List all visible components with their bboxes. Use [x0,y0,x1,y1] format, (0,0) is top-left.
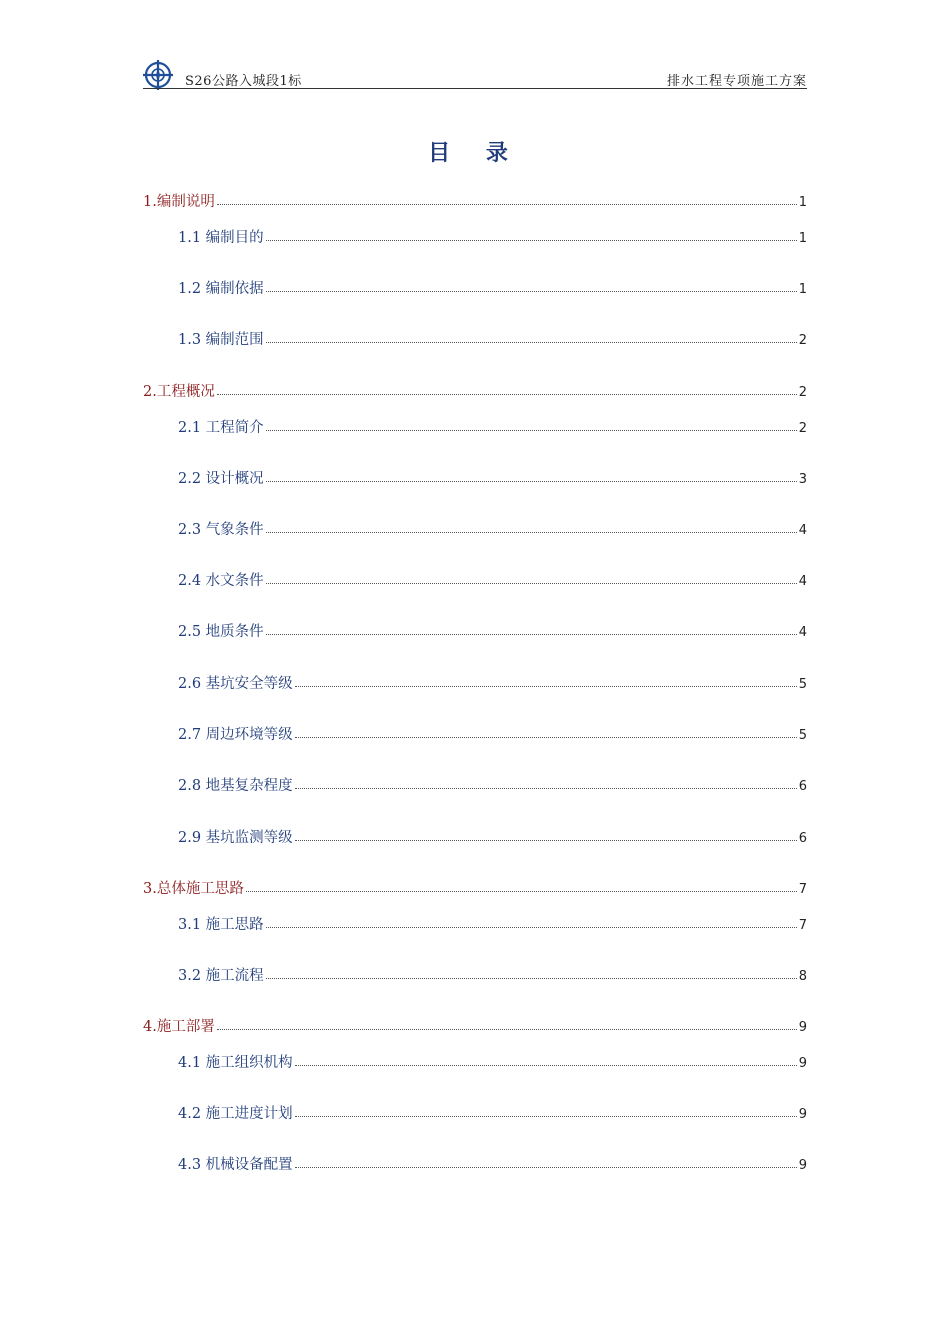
company-logo-icon [143,60,173,90]
header-divider [143,88,807,89]
toc-leader-dots [266,927,797,928]
toc-entry-label: 2.7 周边环境等级 [178,727,293,743]
toc-leader-dots [266,978,797,979]
toc-entry-label: 3.1 施工思路 [178,917,264,933]
toc-page-number: 2 [798,333,807,348]
toc-entry-label: 3.2 施工流程 [178,968,264,984]
page-header [143,60,807,90]
toc-entry-3-2[interactable] [178,964,807,984]
toc-page-number: 1 [798,282,807,297]
toc-leader-dots [295,737,797,738]
toc-entry-2[interactable] [143,380,807,400]
toc-leader-dots [295,1167,797,1168]
toc-entry-4-2[interactable] [178,1102,807,1122]
toc-entry-4-3[interactable] [178,1153,807,1173]
toc-entry-2-9[interactable] [178,826,807,846]
toc-entry-label: 1.2 编制依据 [178,281,264,297]
toc-leader-dots [266,583,797,584]
toc-page-number: 3 [798,472,807,487]
toc-entry-label: 4.2 施工进度计划 [178,1106,293,1122]
toc-entry-2-6[interactable] [178,672,807,692]
toc-entry-label: 4.3 机械设备配置 [178,1157,293,1173]
toc-leader-dots [246,891,797,892]
toc-leader-dots [266,342,797,343]
toc-entry-label: 2.2 设计概况 [178,471,264,487]
toc-entry-2-5[interactable] [178,620,807,640]
toc-page-number: 6 [798,779,807,794]
toc-entry-label: 1.3 编制范围 [178,332,264,348]
toc-page-number: 4 [798,523,807,538]
toc-page-number: 2 [798,385,807,400]
toc-entry-2-8[interactable] [178,774,807,794]
toc-entry-1-3[interactable] [178,328,807,348]
toc-leader-dots [295,788,797,789]
toc-leader-dots [217,204,797,205]
header-project-title: S26公路入城段1标 [185,74,302,89]
toc-page-number: 4 [798,574,807,589]
toc-entry-label: 2.5 地质条件 [178,624,264,640]
toc-leader-dots [266,634,797,635]
toc-entry-4-1[interactable] [178,1051,807,1071]
toc-page-number: 6 [798,831,807,846]
toc-entry-label: 1.1 编制目的 [178,230,264,246]
toc-page-number: 4 [798,625,807,640]
toc-leader-dots [217,1029,797,1030]
toc-page-number: 2 [798,421,807,436]
toc-page-number: 5 [798,728,807,743]
toc-entry-label: 2.6 基坑安全等级 [178,676,293,692]
toc-leader-dots [266,291,797,292]
toc-entry-3-1[interactable] [178,913,807,933]
toc-entry-2-1[interactable] [178,416,807,436]
toc-page-number: 8 [798,969,807,984]
toc-entry-label: 2.1 工程简介 [178,420,264,436]
header-document-title: 排水工程专项施工方案 [666,74,807,89]
toc-leader-dots [295,840,797,841]
toc-entry-label: 3.总体施工思路 [143,881,244,897]
toc-entry-1-1[interactable] [178,226,807,246]
toc-page-number: 9 [798,1107,807,1122]
toc-entry-2-7[interactable] [178,723,807,743]
toc-page-number: 9 [798,1056,807,1071]
toc-leader-dots [266,481,797,482]
toc-leader-dots [217,394,797,395]
toc-page-number: 9 [798,1020,807,1035]
toc-leader-dots [295,686,797,687]
toc-entry-label: 2.工程概况 [143,384,215,400]
toc-leader-dots [266,430,797,431]
toc-entry-2-3[interactable] [178,518,807,538]
toc-entry-1[interactable] [143,190,807,210]
toc-entry-label: 1.编制说明 [143,194,215,210]
toc-leader-dots [295,1116,797,1117]
toc-page-number: 9 [798,1158,807,1173]
toc-leader-dots [266,240,797,241]
toc-entry-4[interactable] [143,1015,807,1035]
toc-entry-label: 2.4 水文条件 [178,573,264,589]
toc-page-number: 1 [798,195,807,210]
toc-entry-2-4[interactable] [178,569,807,589]
toc-entry-label: 2.8 地基复杂程度 [178,778,293,794]
toc-page-number: 7 [798,918,807,933]
toc-entry-label: 2.3 气象条件 [178,522,264,538]
toc-entry-label: 2.9 基坑监测等级 [178,830,293,846]
toc-entry-label: 4.施工部署 [143,1019,215,1035]
toc-leader-dots [266,532,797,533]
toc-page-number: 7 [798,882,807,897]
toc-entry-1-2[interactable] [178,277,807,297]
toc-entry-2-2[interactable] [178,467,807,487]
toc-title: 目 录 [428,140,522,166]
toc-entry-3[interactable] [143,877,807,897]
toc-page-number: 1 [798,231,807,246]
toc-leader-dots [295,1065,797,1066]
toc-entry-label: 4.1 施工组织机构 [178,1055,293,1071]
toc-page-number: 5 [798,677,807,692]
